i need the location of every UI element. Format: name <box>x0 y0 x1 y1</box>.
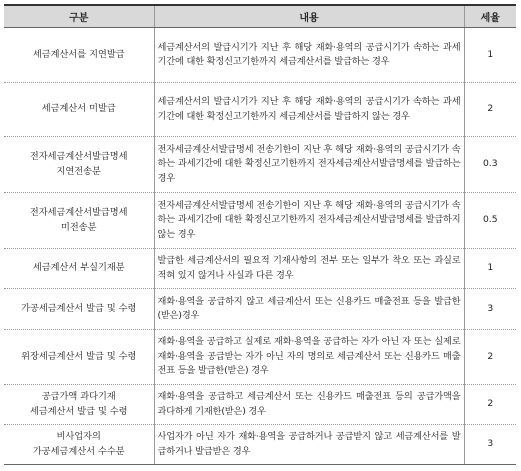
row-content: 재화·용역을 공급하지 않고 세금계산서 또는 신용카드 매출전표 등을 발급한 (받은)경우 <box>154 289 464 330</box>
row-category: 세금계산서 부실기재분 <box>4 249 154 289</box>
row-rate: 1 <box>464 249 516 289</box>
table-row <box>4 137 516 193</box>
row-rate: 2 <box>464 385 516 425</box>
row-rate: 2 <box>464 330 516 385</box>
row-category: 세금계산서 미발급 <box>4 83 154 137</box>
table-row <box>4 385 516 425</box>
row-rate: 3 <box>464 425 516 465</box>
header-content: 내용 <box>154 5 464 28</box>
row-category: 세금계산서를 지연발급 <box>4 28 154 83</box>
row-content: 전자세금계산서발급명세 전송기한이 지난 후 해당 재화·용역의 공급시기가 속하는 과세기간에 대한 확정신고기한까지 전자세금계산서발급명세를 발급하는 경우 <box>154 137 464 193</box>
row-category: 공급가액 과다기재 세금계산서 발급 및 수령 <box>4 385 154 425</box>
header-rate: 세율 <box>464 5 516 28</box>
row-rate: 2 <box>464 83 516 137</box>
row-content: 발급한 세금계산서의 필요적 기재사항의 전부 또는 일부가 착오 또는 과실로 적혀 있지 않거나 사실과 다른 경우 <box>154 249 464 289</box>
row-category: 비사업자의 가공세금계산서 수수분 <box>4 425 154 465</box>
row-content: 세금계산서의 발급시기가 지난 후 해당 재화·용역의 공급시기가 속하는 과세기간에 대한 확정신고기한까지 세금계산서를 발급하는 경우 <box>154 28 464 83</box>
row-category: 전자세금계산서발급명세 미전송분 <box>4 193 154 249</box>
row-rate: 0.5 <box>464 193 516 249</box>
table-row <box>4 425 516 465</box>
table-row <box>4 83 516 137</box>
row-rate: 1 <box>464 28 516 83</box>
row-rate: 3 <box>464 289 516 330</box>
row-category: 위장세금계산서 발급 및 수령 <box>4 330 154 385</box>
row-category: 전자세금계산서발급명세 지연전송분 <box>4 137 154 193</box>
row-category: 가공세금계산서 발급 및 수령 <box>4 289 154 330</box>
row-content: 전자세금계산서발급명세 전송기한이 지난 후 해당 재화·용역의 공급시기가 속하는 과세기간에 대한 확정신고기한까지 전자세금계산서발급명세를 발급하지 않는 경우 <box>154 193 464 249</box>
table-row <box>4 28 516 83</box>
document-page <box>4 4 516 465</box>
table-row <box>4 330 516 385</box>
row-content: 세금계산서의 발급시기가 지난 후 해당 재화·용역의 공급시기가 속하는 과세기간에 대한 확정신고기한까지 세금계산서를 발급하지 않는 경우 <box>154 83 464 137</box>
row-content: 재화·용역을 공급하고 실제로 재화·용역을 공급하는 자가 아닌 자 또는 실제로 재화·용역을 공급받는 자가 아닌 자의 명의로 세금계산서 또는 신용카드 매출전표 등을 발급한(받은) 경우 <box>154 330 464 385</box>
tax-penalty-table <box>4 4 516 465</box>
row-rate: 0.3 <box>464 137 516 193</box>
header-category: 구분 <box>4 5 154 28</box>
table-header-row <box>4 5 516 28</box>
table-row <box>4 249 516 289</box>
table-row <box>4 289 516 330</box>
row-content: 재화·용역을 공급하고 세금계산서 또는 신용카드 매출전표 등의 공급가액을 과다하게 기재한(받은) 경우 <box>154 385 464 425</box>
table-row <box>4 193 516 249</box>
row-content: 사업자가 아닌 자가 재화·용역을 공급하거나 공급받지 않고 세금계산서를 발급하거나 발급받은 경우 <box>154 425 464 465</box>
